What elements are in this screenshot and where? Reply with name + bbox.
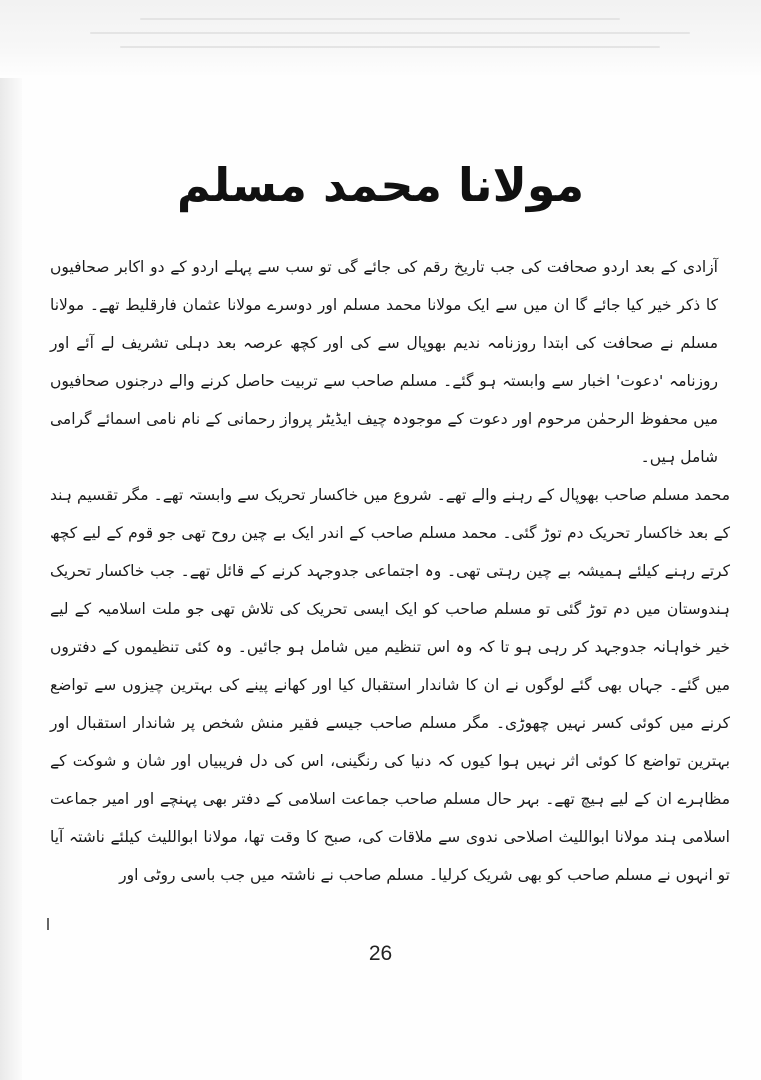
page-title: مولانا محمد مسلم [176, 158, 585, 212]
paragraph-2: محمد مسلم صاحب بھوپال کے رہنے والے تھے۔ شروع میں خاکسار تحریک سے وابستہ تھے۔ مگر تقسیم ہند کے بعد خاکسار تحریک دم توڑ گئی۔ محمد مسلم صاحب کے اندر ایک بے چین روح تھی جو قوم کے لیے کچھ کرتے رہنے کیلئے ہمیشہ بے چین رہتی تھی۔ وہ اجتماعی جدوجہد کرنے کے قائل تھے۔ جب خاکسار تحریک ہندوستان میں دم توڑ گئی تو مسلم صاحب کو ایک ایسی تحریک کی تلاش تھی جو ملت اسلامیہ کے لیے خیر خواہانہ جدوجہد کر رہی ہو تا کہ وہ اس تنظیم میں شامل ہو جائیں۔ وہ کئی تنظیموں کے دفتروں میں گئے۔ جہاں بھی گئے لوگوں نے ان کا شاندار استقبال کیا اور کھانے پینے کی بہترین چیزوں سے تواضع کرنے میں کوئی کسر نہیں چھوڑی۔ مگر مسلم صاحب جیسے فقیر منش شخص پر شاندار استقبال اور بہترین تواضع کا کوئی اثر نہیں ہوا کیوں کہ دنیا کی رنگینی، اس کی دل فریبیاں اور شان و شوکت کے مظاہرے ان کے لیے ہیچ تھے۔ بہر حال مسلم صاحب جماعت اسلامی کے دفتر بھی پہنچے اور امیر جماعت اسلامی ہند مولانا ابواللیث اصلاحی ندوی سے ملاقات کی، صبح کا وقت تھا، مولانا ابواللیث کیلئے ناشتہ آیا تو انہوں نے مسلم صاحب کو بھی شریک کرلیا۔ مسلم صاحب نے ناشتہ میں جب باسی روٹی اور [50, 486, 730, 884]
scan-edge-shadow [0, 78, 22, 1080]
page-number: 26 [368, 942, 393, 965]
paragraph-1: آزادی کے بعد اردو صحافت کی جب تاریخ رقم کی جائے گی تو سب سے پہلے اردو کے دو اکابر صحافیوں کا ذکر خیر کیا جائے گا ان میں سے ایک مولانا محمد مسلم اور دوسرے مولانا عثمان فارقلیط تھے۔ مولانا مسلم نے صحافت کی ابتدا روزنامہ ندیم بھوپال سے کی اور کچھ عرصہ بعد دہلی تشریف لے آئے اور روزنامہ 'دعوت' اخبار سے وابستہ ہو گئے۔ مسلم صاحب سے تربیت حاصل کرنے والے درجنوں صحافیوں میں محفوظ الرحمٰن مرحوم اور دعوت کے موجودہ چیف ایڈیٹر پرواز رحمانی کے نام نامی اسمائے گرامی شامل ہیں۔ [50, 258, 718, 466]
scan-bleed-through [0, 0, 761, 78]
margin-mark [47, 918, 49, 930]
